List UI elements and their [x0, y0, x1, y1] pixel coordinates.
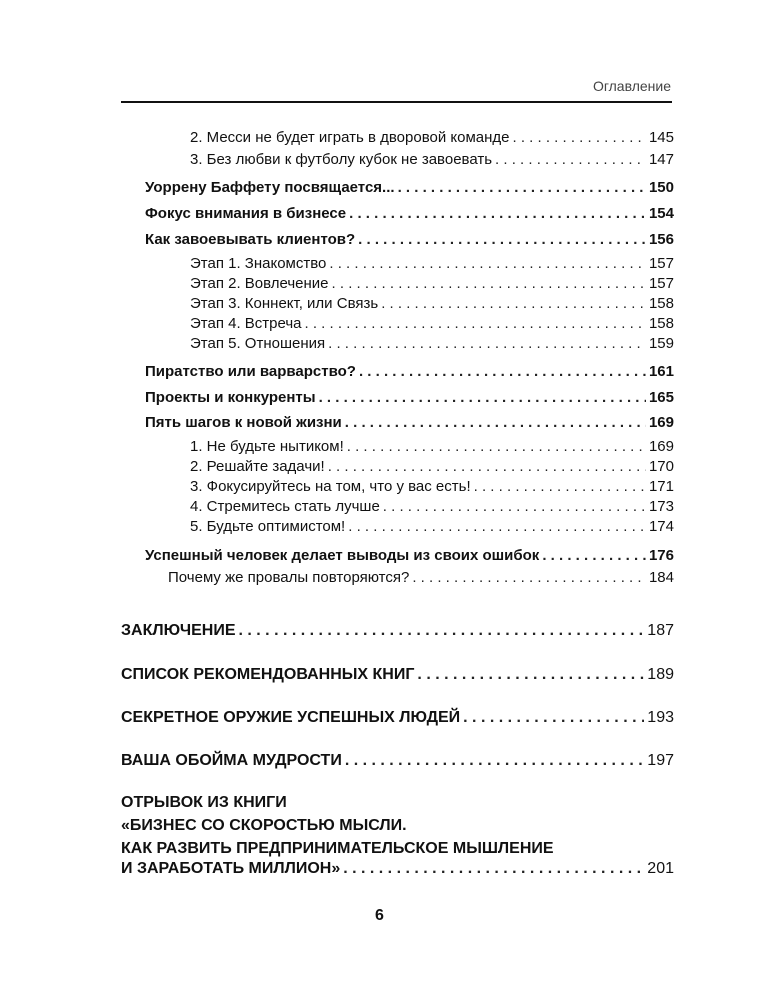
toc-chapter[interactable] [121, 708, 674, 728]
toc-entry[interactable] [145, 388, 674, 408]
toc-entry-title: 3. Фокусируйтесь на том, что у вас есть! [190, 478, 471, 495]
toc-entry-page: 156 [648, 231, 674, 248]
header-rule [121, 101, 672, 103]
toc-entry-title: Пять шагов к новой жизни [145, 414, 342, 431]
toc-entry-page: 158 [648, 295, 674, 312]
toc-entry-title: Почему же провалы повторяются? [168, 569, 410, 586]
toc-entry-page: 158 [648, 315, 674, 332]
toc-entry-title: Этап 2. Вовлечение [190, 275, 329, 292]
toc-entry-page: 176 [648, 547, 674, 564]
toc-chapter-page: 193 [647, 709, 674, 726]
toc-entry-title: Успешный человек делает выводы из своих ошибок [145, 547, 540, 564]
toc-entry[interactable] [145, 362, 674, 382]
toc-chapter[interactable] [121, 665, 674, 685]
toc-entry[interactable] [145, 413, 674, 433]
toc-entry-page: 157 [648, 275, 674, 292]
toc-entry[interactable] [190, 517, 674, 537]
toc-entry-page: 147 [648, 151, 674, 168]
toc-entry-page: 170 [648, 458, 674, 475]
toc-entry-title: Этап 5. Отношения [190, 335, 326, 352]
toc-entry-title: Проекты и конкуренты [145, 389, 316, 406]
toc-chapter-title: СПИСОК РЕКОМЕНДОВАННЫХ КНИГ [121, 666, 415, 683]
toc-entry[interactable] [168, 568, 674, 588]
toc-entry-page: 173 [648, 498, 674, 515]
toc-entry[interactable] [190, 477, 674, 497]
toc-entry[interactable] [145, 178, 674, 198]
toc-entry-page: 159 [648, 335, 674, 352]
toc-entry-title: Как завоевывать клиентов? [145, 231, 356, 248]
toc-entry-page: 150 [648, 179, 674, 196]
toc-entry-page: 154 [648, 205, 674, 222]
toc-entry-title: 2. Решайте задачи! [190, 458, 325, 475]
toc-chapter-page: 187 [647, 622, 674, 639]
toc-entry-title: Уоррену Баффету посвящается... [145, 179, 395, 196]
toc-entry[interactable] [190, 150, 674, 170]
running-head: Оглавление [592, 78, 671, 94]
toc-entry-title: 1. Не будьте нытиком! [190, 438, 344, 455]
toc-entry[interactable] [190, 457, 674, 477]
toc-entry[interactable] [145, 204, 674, 224]
toc-entry-page: 165 [648, 389, 674, 406]
toc-entry[interactable] [190, 274, 674, 294]
excerpt-line: «БИЗНЕС СО СКОРОСТЬЮ МЫСЛИ. [121, 817, 407, 834]
toc-entry-title: 4. Стремитесь стать лучше [190, 498, 380, 515]
toc-entry-title: 3. Без любви к футболу кубок не завоевать [190, 151, 493, 168]
toc-chapter-title: ВАША ОБОЙМА МУДРОСТИ [121, 752, 342, 769]
toc-entry-page: 174 [648, 518, 674, 535]
toc-chapter[interactable] [121, 751, 674, 771]
toc-entry-page: 171 [648, 478, 674, 495]
toc-entry[interactable] [190, 314, 674, 334]
toc-entry-page: 169 [648, 414, 674, 431]
toc-entry-page: 169 [648, 438, 674, 455]
excerpt-line: КАК РАЗВИТЬ ПРЕДПРИНИМАТЕЛЬСКОЕ МЫШЛЕНИЕ [121, 840, 554, 857]
toc-entry-title: 2. Месси не будет играть в дворовой команде [190, 129, 510, 146]
toc-entry-title: Фокус внимания в бизнесе [145, 205, 347, 222]
toc-chapter[interactable] [121, 621, 674, 641]
toc-entry-page: 145 [648, 129, 674, 146]
toc-entry-title: Этап 4. Встреча [190, 315, 302, 332]
toc-entry[interactable] [190, 294, 674, 314]
toc-entry-title: Этап 3. Коннект, или Связь [190, 295, 379, 312]
toc-chapter-title: ЗАКЛЮЧЕНИЕ [121, 622, 236, 639]
toc-entry-title: Пиратство или варварство? [145, 363, 356, 380]
toc-entry[interactable] [190, 334, 674, 354]
toc-entry-page: 184 [648, 569, 674, 586]
excerpt-last-line: И ЗАРАБОТАТЬ МИЛЛИОН» [121, 860, 341, 877]
toc-chapter-title: СЕКРЕТНОЕ ОРУЖИЕ УСПЕШНЫХ ЛЮДЕЙ [121, 709, 461, 726]
toc-entry[interactable] [145, 230, 674, 250]
toc-entry[interactable] [190, 128, 674, 148]
toc-entry[interactable] [190, 497, 674, 517]
toc-entry-title: Этап 1. Знакомство [190, 255, 327, 272]
toc-chapter-page: 189 [647, 666, 674, 683]
toc-entry[interactable] [190, 437, 674, 457]
excerpt-line: ОТРЫВОК ИЗ КНИГИ [121, 794, 287, 811]
toc-entry[interactable] [145, 546, 674, 566]
toc-entry-page: 157 [648, 255, 674, 272]
toc-chapter-page: 197 [647, 752, 674, 769]
toc-entry-title: 5. Будьте оптимистом! [190, 518, 346, 535]
page-number: 6 [375, 907, 384, 924]
toc-entry[interactable] [190, 254, 674, 274]
toc-chapter[interactable] [121, 859, 674, 879]
toc-entry-page: 161 [648, 363, 674, 380]
toc-chapter-page: 201 [647, 860, 674, 877]
